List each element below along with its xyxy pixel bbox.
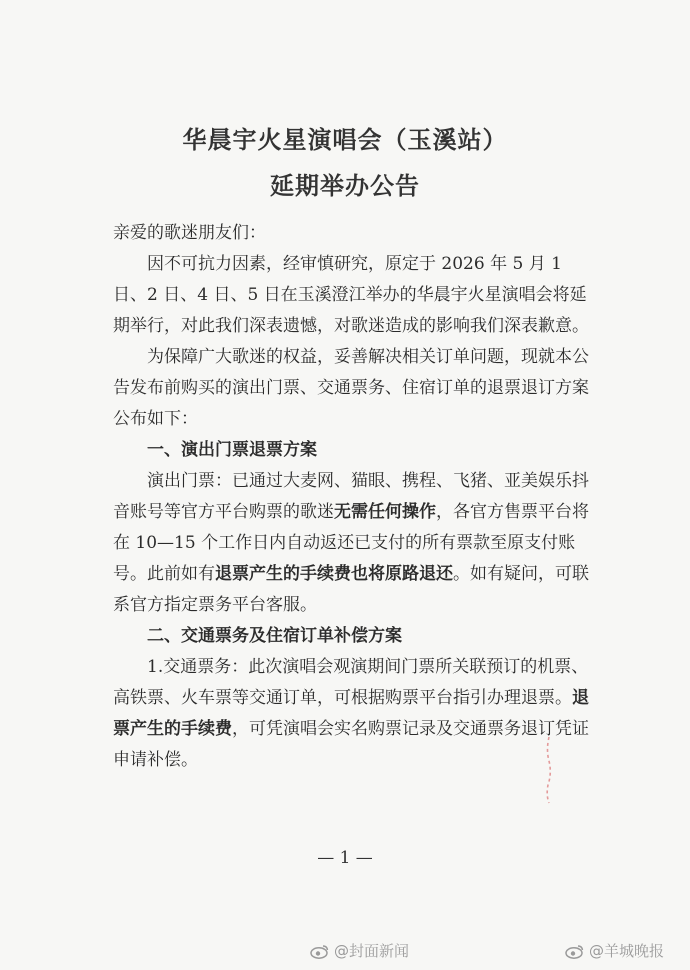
ticket-refund-text-a: 演出门票：已通过大麦网、猫眼、携程、飞猪、亚美娱乐抖音账号等官方平台购票的歌迷 bbox=[113, 471, 589, 522]
paragraph-refund-intro: 为保障广大歌迷的权益，妥善解决相关订单问题，现就本公告发布前购买的演出门票、交通票务、住宿订单的退票退订方案公布如下： bbox=[113, 347, 589, 429]
watermark-left bbox=[310, 940, 409, 961]
weibo-icon bbox=[310, 943, 330, 959]
section-heading-ticket-refund: 一、演出门票退票方案 bbox=[147, 440, 317, 460]
watermark-left-text: @封面新闻 bbox=[334, 942, 410, 960]
transport-fee-bold: 退票产生的手续费 bbox=[113, 688, 589, 739]
ticket-refund-text-c: ，各官方售票平台将在 10—15 个工作日内自动返还已支付的所有票款至原支付账号。此前如有 bbox=[113, 502, 589, 584]
ticket-refund-text-e: 。如有疑问，可联系官方指定票务平台客服。 bbox=[113, 564, 589, 615]
transport-text-a: 1.交通票务：此次演唱会观演期间门票所关联预订的机票、高铁票、火车票等交通订单，可根据购票平台指引办理退票。 bbox=[113, 657, 589, 708]
document-body bbox=[113, 218, 593, 776]
watermark-right-text: @羊城晚报 bbox=[589, 942, 665, 960]
red-pen-mark bbox=[540, 735, 558, 805]
paragraph-transport bbox=[113, 652, 593, 776]
document-subtitle: 延期举办公告 bbox=[270, 172, 420, 200]
page-number: — 1 — bbox=[317, 848, 373, 868]
transport-text-c: ，可凭演唱会实名购票记录及交通票务退订凭证申请补偿。 bbox=[113, 719, 589, 770]
paragraph-postponement: 因不可抗力因素，经审慎研究，原定于 2026 年 5 月 1 日、2 日、4 日、5 日在玉溪澄江举办的华晨宇火星演唱会将延期举行，对此我们深表遗憾，对歌迷造成的影响我们深表歉意。 bbox=[113, 254, 589, 336]
paragraph-ticket-refund bbox=[113, 466, 593, 621]
weibo-icon bbox=[565, 943, 585, 959]
document-title: 华晨宇火星演唱会（玉溪站） bbox=[182, 126, 508, 154]
watermark-right bbox=[565, 940, 664, 961]
greeting: 亲爱的歌迷朋友们： bbox=[113, 223, 266, 243]
ticket-refund-no-action: 无需任何操作 bbox=[334, 502, 436, 522]
ticket-refund-fee-return: 退票产生的手续费也将原路退还 bbox=[215, 564, 453, 584]
section-heading-transport-compensation: 二、交通票务及住宿订单补偿方案 bbox=[147, 626, 402, 646]
